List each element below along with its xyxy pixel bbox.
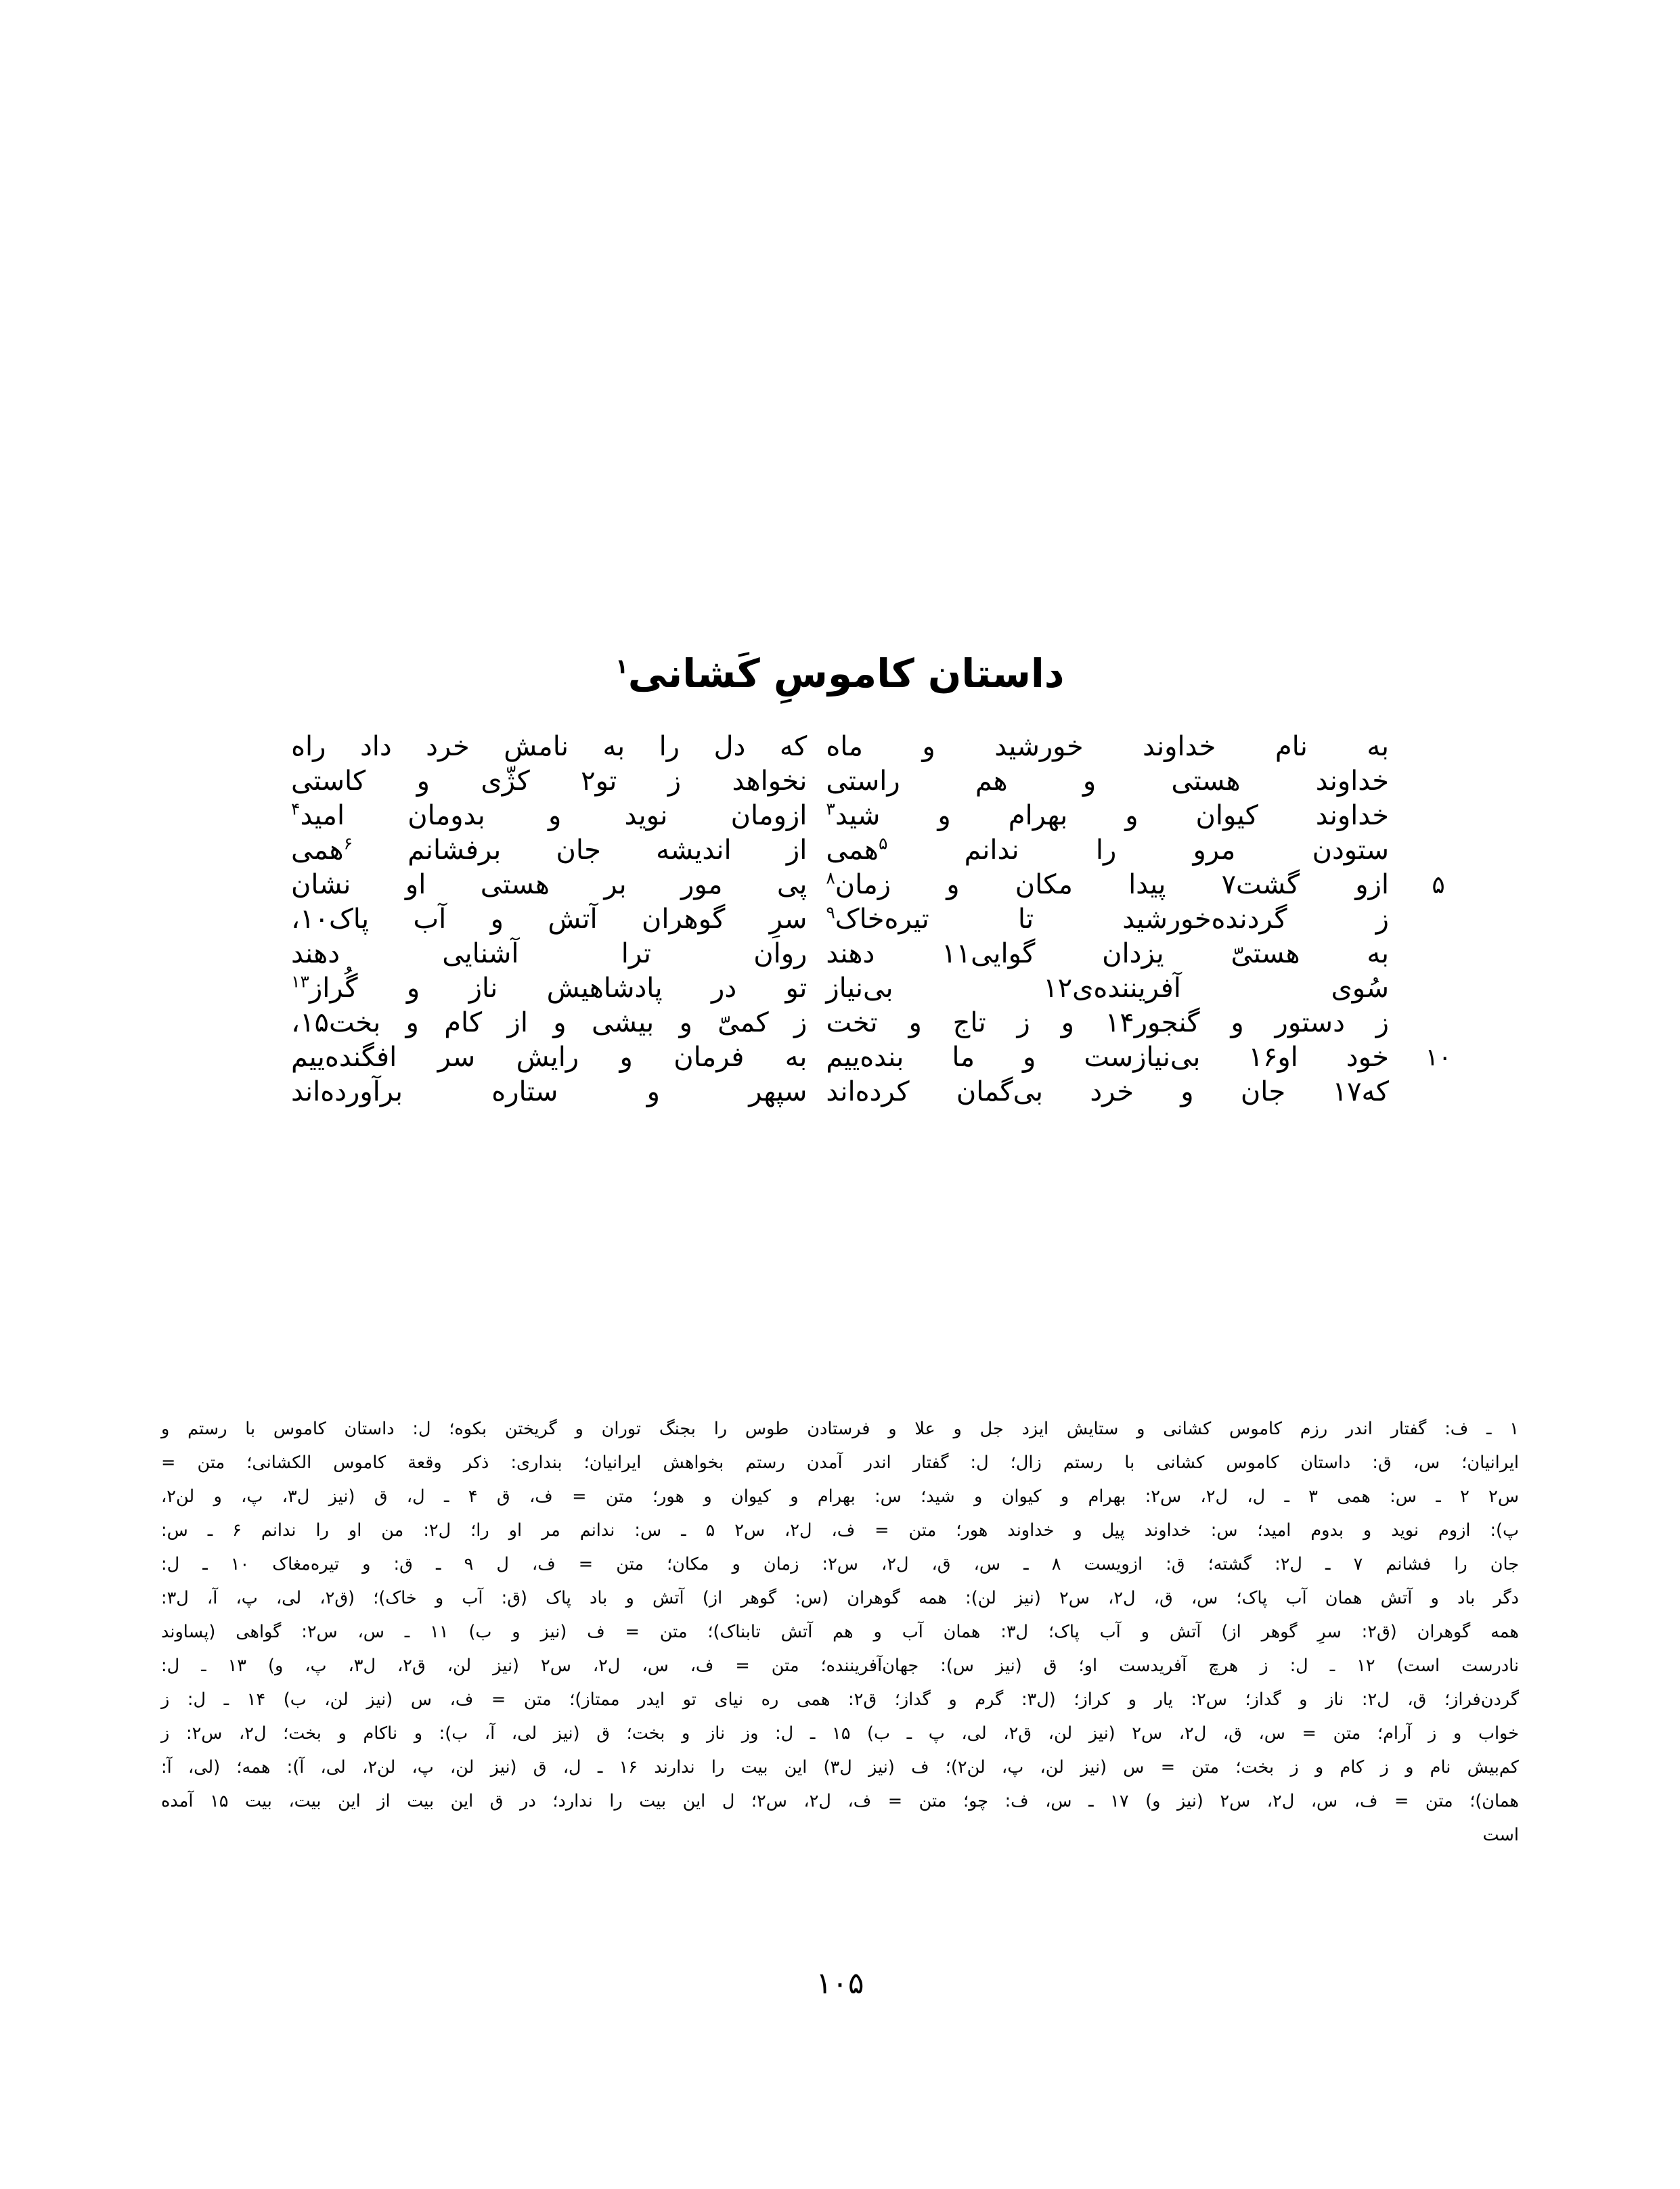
verse-word: جان [556,835,601,866]
footnote-line: دگر باد و آتش همان آب پاک؛ س، ق، ل۲، س۲ (نیز لن): همه گوهران (س: گوهر از) آتش و باد پاک (ق: آب و خاک)؛ (ق۲، لی، پ، آ، ل۳: [161,1588,1519,1608]
verse-word: مرو [1193,835,1236,866]
verse-footnote-marker: ۳ [826,799,835,819]
verse-line [291,764,1389,799]
hemistich-right [807,764,1389,799]
verse-word: برفشانم [407,835,502,866]
verse-word: و [946,869,960,900]
verse-word: و [679,1007,692,1038]
hemistich-right [807,799,1389,833]
hemistich-right [807,833,1389,868]
hemistich-left [291,868,807,902]
hemistich-left [291,764,807,799]
verse-line [291,937,1389,971]
verse-word: پاک۱۰، [291,904,370,935]
footnote-line: همه گوهران (ق۲: سرِ گوهر از) آتش و آب پاک؛ ل۳: همان آب و هم آتش تابناک)؛ متن = ف (نیز و ب) ۱۱ ـ س، س۲: گواهی (پساوند [161,1622,1519,1642]
verse-word: خرد [1090,1076,1134,1107]
hemistich-right [807,868,1389,902]
verse-footnote-marker: ۸ [826,868,835,888]
verse-word: نامش [504,731,569,762]
verse-word: بدومان [407,800,485,831]
verse-word: راه [291,731,326,762]
verse-word: تو۲ [581,766,617,797]
verse-word: ناز [468,973,498,1004]
verse-word: رایش [516,1042,579,1073]
verse-word: ازو [1355,869,1389,900]
footnote-line: س۲ ۲ ـ س: همی ۳ ـ ل، ل۲، س۲: بهرام و کیوان و شید؛ س: بهرام و کیوان و هور؛ متن = ف، ق ۴ ـ ل، ق (نیز ل۳، پ، و لن۲، [161,1486,1520,1507]
verse-word: مور [681,869,723,900]
verse-word: کژّی [481,766,530,797]
verse-word: ز [1375,1007,1389,1038]
footnote-line: کم‌بیش نام و ز کام و ز بخت؛ متن = س (نیز لن، پ، لن۲)؛ ف (نیز ل۳) این بیت را ندارند ۱۶ ـ ل، ق (نیز لن، پ، لن۲، لی، آ): همه؛ (لی، آ: [161,1757,1519,1777]
footnote-line: ایرانیان؛ س، ق: داستان کاموس کشانی با رستم زال؛ ل: گفتار اندر آمدن رستم بخواهش ایرانیان؛ بنداری: ذکر وقعة کاموس الکشانی؛ متن = [161,1453,1519,1473]
hemistich-left [291,1040,807,1075]
verse-word: زمان$^۸$ [826,868,891,900]
footnote-line: جان را فشانم ۷ ـ ل۲: گشته؛ ق: ازویست ۸ ـ س، ق، ل۲، س۲: زمان و مکان؛ متن = ف، ل ۹ ـ ق: و تیره‌مغاک ۱۰ ـ ل: [161,1554,1519,1574]
verse-word: خداوند [1143,731,1216,762]
verse-line [291,868,1445,902]
hemistich-left [291,1075,807,1109]
hemistich-right [807,971,1389,1006]
verse-word: و [1125,800,1139,831]
verse-word: بنده‌ییم [826,1042,904,1073]
verse-footnote-marker: $^۵$همی [826,833,888,866]
verse-word: کرده‌اند [826,1076,910,1107]
footnote-line: گردن‌فراز؛ ق، ل۲: ناز و گداز؛ س۲: یار و کراز؛ (ل۳: گرم و گداز؛ ق۲: همی ره نیای تو ایدر ممتاز)؛ متن = ف، س (نیز لن، ب) ۱۴ ـ ل: ز [161,1689,1520,1710]
verse-word: امید$^۴$ [291,799,345,831]
verse-word: پیدا [1128,869,1166,900]
hemistich-left [291,937,807,971]
verse-word: خود [1346,1042,1389,1073]
verse-word: دهند [826,938,875,969]
verse-word: کام [444,1007,483,1038]
footnote-line: پ): ازوم نوید و بدوم امید؛ س: خداوند پیل و خداوند هور؛ متن = ف، ل۲، س۲ ۵ ـ س: ندانم مر او را؛ ل۲: من او را ندانم ۶ ـ س: [161,1520,1520,1541]
verse-word: بی‌گمان [956,1076,1044,1107]
verse-word: گوایی۱۱ [942,938,1036,969]
verse-line [291,799,1389,833]
verse-word: سر [437,1042,476,1073]
verse-word: آفریننده‌ی۱۲ [1043,973,1181,1004]
hemistich-left [291,1006,807,1040]
verse-word: جان [1240,1076,1286,1107]
verse-word: گوهران [642,904,726,935]
verse-word: دهند [291,938,340,969]
verse-word: آتش [548,904,598,935]
verse-word: و [1023,1042,1036,1073]
verse-word: فرمان [673,1042,745,1073]
verse-word: داد [359,731,392,762]
verse-word: و [406,973,420,1004]
verse-word: و [490,904,504,935]
verse-word: به [602,731,625,762]
footnote-line: نادرست است) ۱۲ ـ ل: ز هرچ آفریدست او؛ ق (نیز س): جهان‌آفریننده؛ متن = ف، س، ل۲، س۲ (نیز لن، ق۲، ل۳، پ، و) ۱۳ ـ ل: [161,1656,1520,1676]
verse-word: او۱۶ [1248,1042,1298,1073]
hemistich-right [807,730,1389,764]
verse-footnote-marker: ۱۳ [291,971,309,992]
verse-line [291,730,1389,764]
verse-word: ز [667,766,682,797]
verse-word: تخت [826,1007,878,1038]
verse-word: را [1095,835,1117,866]
hemistich-right [807,1075,1389,1109]
verse-word: که [779,731,808,762]
verse-word: ترا [621,938,652,969]
verse-word: سپهر [749,1076,808,1107]
verse-line-number: ۵ [1432,871,1445,899]
hemistich-right [807,937,1389,971]
verse-word: کاستی [291,766,366,797]
hemistich-left [291,902,807,937]
verse-word: در [711,973,737,1004]
verse-word: پی [776,869,808,900]
verse-word: پادشاهیش [546,973,663,1004]
verse-word: افگنده‌ییم [291,1042,397,1073]
verse-word: و [553,1007,567,1038]
verse-word: روان [753,938,808,969]
verse-word: خورشید [994,731,1084,762]
verse-word: نوید [624,800,668,831]
verse-word: تاج [952,1007,986,1038]
hemistich-left [291,730,807,764]
page-number: ۱۰۵ [816,1966,864,2001]
verse-word: از [507,1007,528,1038]
footnote-line: است [1482,1825,1519,1845]
verse-word: هم [975,766,1008,797]
verse-word: و [1180,1076,1194,1107]
verse-word: برآورده‌اند [291,1076,403,1107]
verse-word: به [1367,938,1389,969]
verse-word: خداوند [1315,766,1389,797]
verse-word: کیوان [1195,800,1258,831]
verse-word: و [405,1007,419,1038]
verse-word: نام [1275,731,1308,762]
verse-word: و [937,800,951,831]
verse-word: یزدان [1102,938,1164,969]
verse-word: تیره‌خاک$^۹$ [826,902,929,935]
hemistich-right [807,1006,1389,1040]
verse-line [291,1075,1389,1109]
verse-line [291,1040,1452,1075]
verse-line [291,902,1389,937]
verse-word: ستودن [1312,835,1389,866]
verse-word: و [646,1076,660,1107]
footnote-line: همان)؛ متن = ف، س، ل۲، س۲ (نیز و) ۱۷ ـ س، ف: چو؛ متن = ف، ل۲، س۲؛ ل این بیت را ندارد؛ در ق این بیت از این بیت، بیت ۱۵ آمده [161,1791,1519,1811]
hemistich-right [807,902,1389,937]
verse-word: که۱۷ [1332,1076,1389,1107]
page-title-block [0,626,1680,722]
verse-word: ز [1375,904,1389,935]
verse-word: و [416,766,430,797]
title-footnote-marker: ۱ [615,655,628,679]
verse-line [291,1006,1389,1040]
footnote-line: ۱ ـ ف: گفتار اندر رزم کاموس کشانی و ستایش ایزد جل و علا و فرستادن طوس را بجنگ توران و گریختن بکوه؛ ل: داستان کاموس با رستم و [161,1419,1519,1439]
verse-word: و [1082,766,1097,797]
verse-word: گشت۷ [1221,869,1300,900]
verse-word: گردنده‌خورشید [1122,904,1287,935]
verse-line [291,971,1389,1006]
page-title [615,650,1065,696]
verse-word: کمیّ [717,1007,769,1038]
verse-word: سرِ [769,904,808,935]
verse-word: شید$^۳$ [826,799,881,831]
verse-word: گنجور۱۴ [1105,1007,1200,1038]
verse-word: مکان [1015,869,1073,900]
verse-footnote-marker: ۴ [291,799,301,819]
verse-line [291,833,1389,868]
verse-word: بهرام [1008,800,1068,831]
verse-word: آب [413,904,447,935]
verse-word: و [1061,1007,1074,1038]
verse-word: بخت۱۵، [291,1007,381,1038]
verse-word: تو [785,973,808,1004]
verse-word: و [1231,1007,1244,1038]
verse-footnote-marker: ۹ [826,902,835,923]
verse-word: آشنایی [442,938,519,969]
verse-word: هستی [480,869,550,900]
verse-word: سُوی [1331,973,1389,1004]
verse-word: و [922,731,935,762]
footnote-apparatus [161,1412,1519,1852]
footnote-line: خواب و ز آرام؛ متن = س، ق، ل۲، س۲ (نیز لن، ق۲، لی، پ ـ ب) ۱۵ ـ ل: وز ناز و بخت؛ ق (نیز لی، آ، ب): و ناکام و بخت؛ ل۲، س۲: ز [161,1723,1519,1744]
verse-word: به [784,1042,808,1073]
verse-word: ماه [826,731,863,762]
verse-word: خداوند [1315,800,1389,831]
verse-line-number: ۱۰ [1425,1044,1452,1071]
verse-word: ازومان [730,800,808,831]
verse-word: به [1367,731,1389,762]
verse-word: ستاره [491,1076,558,1107]
verse-word: گُراز$^{۱۳}$ [291,971,358,1004]
verse-word: را [659,731,680,762]
verse-word: ز [794,1007,808,1038]
verse-footnote-marker: $^۶$همی [291,833,353,866]
verse-word: ما [952,1042,975,1073]
hemistich-right [807,1040,1389,1075]
verse-word: بی‌نیاز [826,973,893,1004]
verse-word: ز [1017,1007,1030,1038]
verse-word: نخواهد [732,766,808,797]
verse-word: هستیّ [1231,938,1300,969]
verse-word: دل [713,731,746,762]
hemistich-left [291,971,807,1006]
verse-word: او [405,869,426,900]
verse-word: بی‌نیازست [1084,1042,1201,1073]
verse-word: ندانم [964,835,1019,866]
verse-word: دستور [1275,1007,1345,1038]
hemistich-left [291,799,807,833]
hemistich-left [291,833,807,868]
verse-word: هستی [1171,766,1241,797]
verse-word: نشان [291,869,351,900]
verse-word: خرد [426,731,470,762]
verse-word: بر [604,869,627,900]
verse-word: بیشی [591,1007,655,1038]
verse-word: تا [1017,904,1034,935]
verse-word: و [548,800,562,831]
verse-word: و [908,1007,922,1038]
verse-block [291,730,1452,1109]
verse-word: راستی [826,766,900,797]
verse-word: اندیشه [656,835,732,866]
verse-word: و [619,1042,633,1073]
verse-word: از [786,835,808,866]
page-title-text: داستان کاموسِ کَشانی [627,650,1065,696]
